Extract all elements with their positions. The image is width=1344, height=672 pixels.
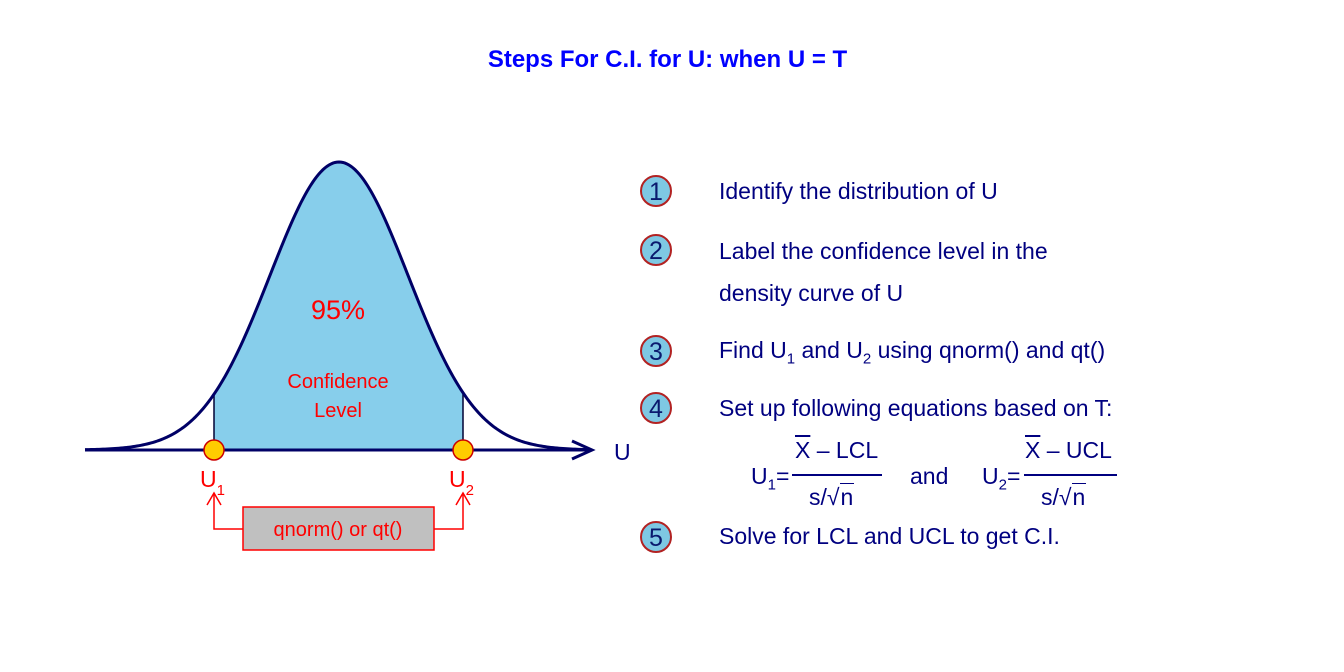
step-5-text: Solve for LCL and UCL to get C.I.: [719, 523, 1060, 549]
step-3-text: Find $U_1$ and $U_2$ using qnorm() and qt(): [719, 337, 1106, 368]
eq1-numerator: $\overline{X}$ – LCL: [795, 437, 879, 463]
level-label: Level: [314, 400, 362, 422]
eq2-lhs: $U_2=$: [982, 463, 1021, 494]
u2-label: $U_2$: [449, 466, 474, 499]
axis-label: U: [614, 439, 631, 465]
u1-point: [204, 440, 224, 460]
u1-label: $U_1$: [200, 466, 225, 499]
step-4-text: Set up following equations based on T:: [719, 395, 1113, 421]
eq2-fraction-bar: [1024, 474, 1117, 476]
step-4-badge: 4: [640, 392, 672, 424]
eq2-numerator: $\overline{X}$ – UCL: [1025, 437, 1112, 463]
confidence-label: Confidence: [287, 371, 389, 393]
qnorm-box-label: qnorm() or qt(): [273, 519, 403, 541]
eq1-denominator: s/√n: [809, 484, 854, 510]
eq2-denominator: s/√n: [1041, 484, 1086, 510]
eq1-fraction-bar: [792, 474, 882, 476]
u2-point: [453, 440, 473, 460]
eq1-lhs: $U_1=$: [751, 463, 790, 494]
percent-label: 95%: [310, 295, 366, 325]
step-5-badge: 5: [640, 521, 672, 553]
eq-and: and: [910, 463, 949, 489]
step-2-text-line1: Label the confidence level in the: [719, 238, 1048, 264]
right-arrow-line: [434, 493, 463, 529]
step-2-badge: 2: [640, 234, 672, 266]
step-2-text-line2: density curve of U: [719, 280, 904, 306]
step-1-text: Identify the distribution of U: [719, 178, 998, 204]
step-3-badge: 3: [640, 335, 672, 367]
step-1-badge: 1: [640, 175, 672, 207]
page-title: Steps For C.I. for U: when U = T: [487, 46, 848, 73]
